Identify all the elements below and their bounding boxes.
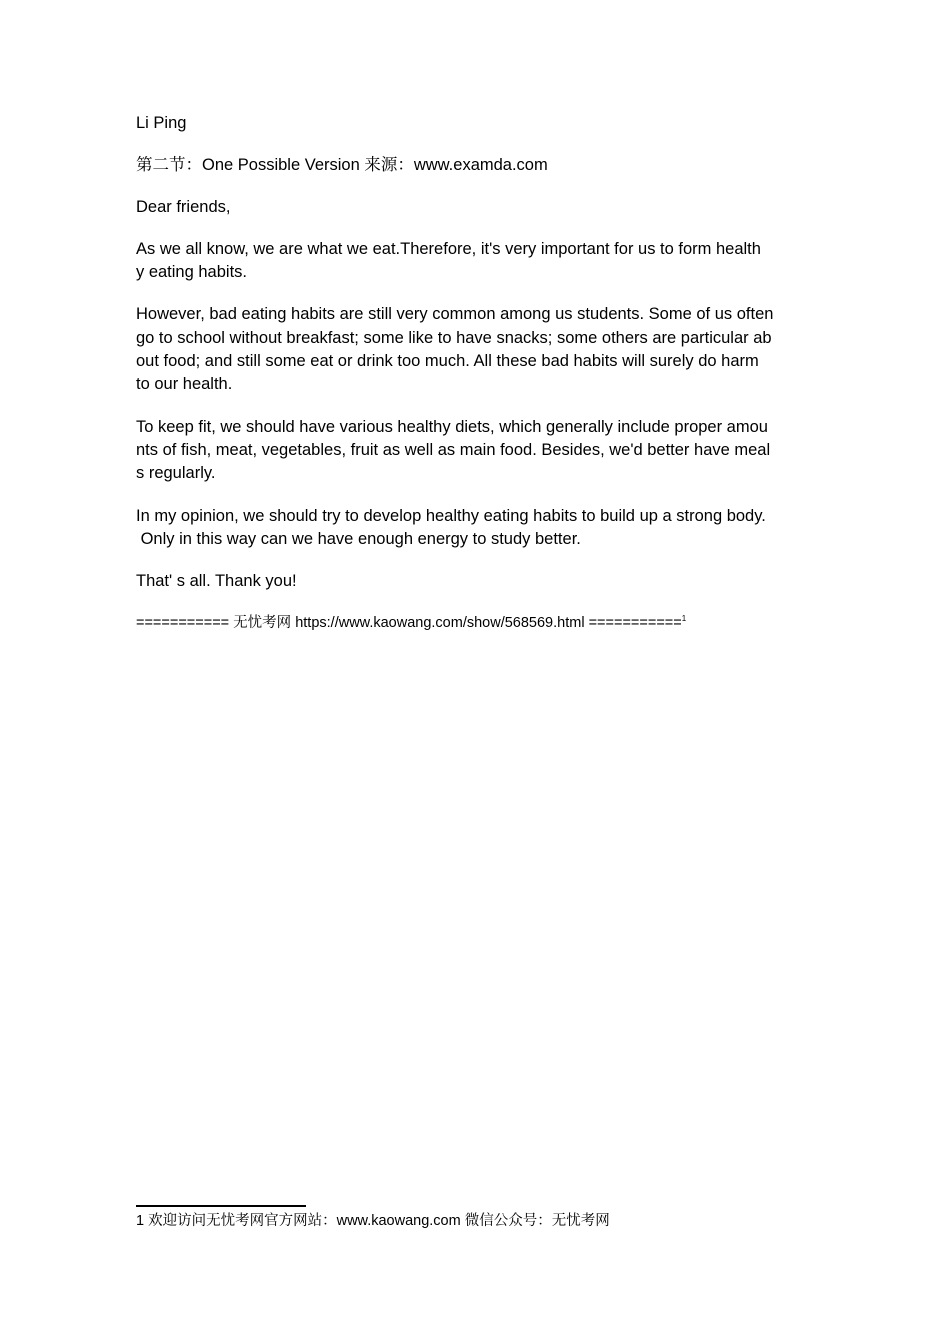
section-heading: 第二节：One Possible Version 来源：www.examda.com	[136, 156, 548, 175]
paragraph-3: To keep fit, we should have various healthy diets, which generally include proper amou nts of fish, meat, vegetables, fruit as well as main food. Besides, we'd better have meal s regularly.	[136, 417, 771, 483]
document-body	[136, 112, 818, 634]
closing: That' s all. Thank you!	[136, 572, 297, 591]
greeting: Dear friends,	[136, 197, 231, 216]
paragraph-2: However, bad eating habits are still very common among us students. Some of us often go to school without breakfast; some like to have snacks; some others are particular ab out food; and still some eat or drink too much. All these bad habits will surely do harm to our health.	[136, 305, 774, 394]
paragraph-4: In my opinion, we should try to develop healthy eating habits to build up a strong body. Only in this way can we have enough energy to study better.	[136, 506, 766, 548]
signature: Li Ping	[136, 114, 187, 132]
paragraph-1: As we all know, we are what we eat.Therefore, it's very important for us to form health y eating habits.	[136, 239, 761, 282]
footnote: 1 欢迎访问无忧考网官方网站：www.kaowang.com 微信公众号：无忧考网	[136, 1213, 610, 1229]
footnote-divider	[136, 1205, 306, 1207]
footnote-marker: 1	[681, 614, 687, 624]
source-line	[136, 612, 818, 634]
source-line-text: =========== 无忧考网 https://www.kaowang.com/show/568569.html ===========	[136, 615, 682, 632]
